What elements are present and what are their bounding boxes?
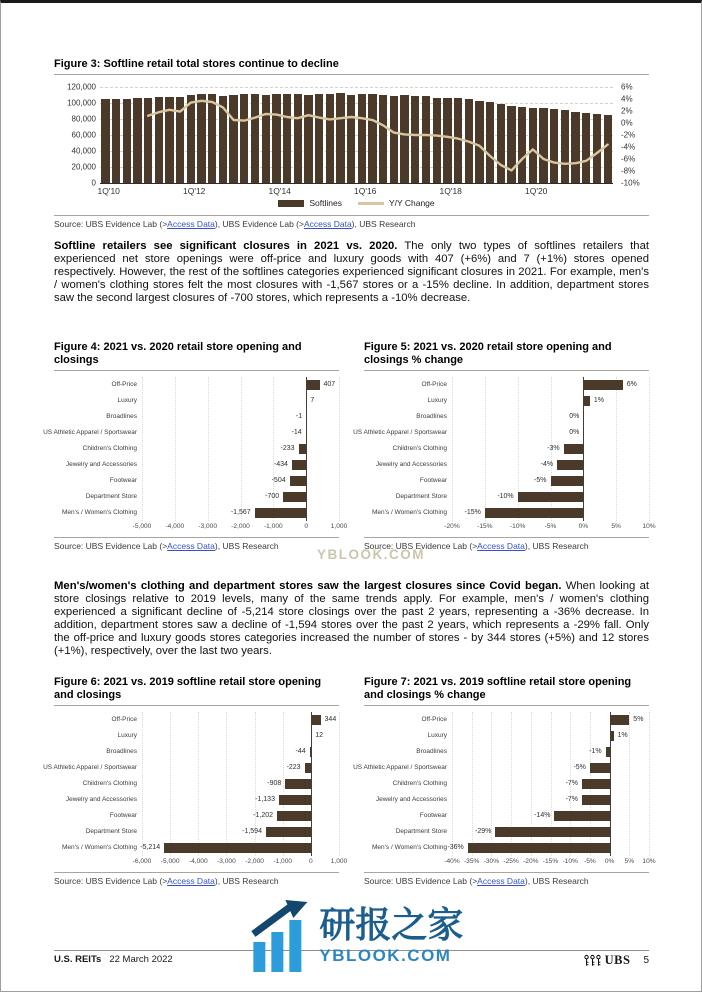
- gridline: [226, 712, 227, 856]
- access-data-link[interactable]: Access Data: [303, 219, 352, 229]
- x-axis-tick-label: -6,000: [132, 858, 152, 865]
- category-label: Children's Clothing: [82, 779, 137, 787]
- x-axis-tick-label: 10%: [642, 858, 656, 865]
- axis-spacer: [364, 856, 452, 867]
- gridline: [629, 712, 630, 856]
- figure-4-section: [43, 341, 348, 551]
- left-axis-tick-label: 120,000: [67, 82, 96, 92]
- access-data-link[interactable]: Access Data: [167, 876, 215, 886]
- figure-6-chart: [43, 712, 348, 867]
- data-bar: [583, 396, 590, 406]
- divider: [364, 872, 649, 873]
- data-bar: [583, 380, 622, 390]
- category-label: Footwear: [109, 811, 137, 819]
- x-axis: [444, 856, 656, 867]
- category-label: Jewelry and Accessories: [65, 460, 137, 468]
- category-label: Men's / Women's Clothing: [62, 508, 137, 516]
- x-axis-tick-label: -40%: [444, 858, 460, 865]
- value-label: 0%: [569, 429, 580, 436]
- right-axis-tick-label: 0%: [621, 118, 633, 128]
- value-label: -223: [286, 764, 301, 771]
- right-axis-tick-label: 4%: [621, 94, 633, 104]
- x-axis-tick-label: -3,000: [198, 523, 218, 530]
- data-bar: [495, 827, 609, 837]
- category-label: Department Store: [85, 827, 137, 835]
- data-bar: [590, 763, 610, 773]
- x-axis-tick-label: -10%: [562, 858, 578, 865]
- hbar-plot: [447, 712, 649, 856]
- hbar-plot: [452, 377, 649, 521]
- x-axis-tick-label: 0%: [578, 523, 589, 530]
- right-axis-tick-label: -6%: [621, 154, 636, 164]
- x-axis-tick-label: 1Q'12: [182, 186, 206, 196]
- x-axis-tick-label: -20%: [444, 523, 460, 530]
- watermark-site: YBLOOK.COM: [319, 946, 452, 966]
- divider: [54, 537, 339, 538]
- value-label: -233: [280, 445, 295, 452]
- value-label: 1%: [617, 732, 628, 739]
- gridline: [452, 712, 453, 856]
- x-axis-tick-label: 1Q'18: [439, 186, 462, 196]
- category-label: Men's / Women's Clothing: [62, 843, 137, 851]
- gridline: [198, 712, 199, 856]
- category-label: Department Store: [395, 492, 447, 500]
- gridline: [339, 712, 340, 856]
- hbar-axis-row: [364, 856, 656, 867]
- left-axis-tick-label: 20,000: [71, 162, 96, 172]
- yoy-change-line: [100, 87, 613, 183]
- x-axis-tick-label: -20%: [523, 858, 539, 865]
- data-bar: [610, 731, 614, 741]
- right-axis-tick-label: 6%: [621, 82, 633, 92]
- divider: [54, 705, 339, 706]
- category-label: Jewelry and Accessories: [65, 795, 137, 803]
- gridline: [175, 377, 176, 521]
- gridline: [649, 712, 650, 856]
- hbar-axis-row: [364, 521, 656, 532]
- value-label: 5%: [633, 716, 644, 723]
- legend-label: Softlines: [309, 198, 342, 208]
- access-data-link[interactable]: Access Data: [477, 541, 525, 551]
- figure-5-title: Figure 5: 2021 vs. 2020 retail store opening and closings % change: [364, 341, 612, 366]
- source-text: Source: UBS Evidence Lab (>: [364, 876, 478, 886]
- paragraph-1-body: The only two types of softlines retailers that experienced net store openings were off-price and luxury goods with 407 (+6%) and 7 (+1%) stores opened respectively. However, the rest of the softlines categories experienced significant closures in 2021. For example, men's / women's clothing stores felt the most closures with -1,567 stores or a -15% decline. In addition, department stores saw the second largest closures of -700 stores, which represents a -10% decrease.: [54, 240, 649, 304]
- x-axis-tick-label: 0: [304, 523, 308, 530]
- category-label: US Athletic Apparel / Sportswear: [353, 428, 447, 436]
- value-label: -4%: [540, 461, 554, 468]
- x-axis: [132, 856, 348, 867]
- divider: [364, 537, 649, 538]
- category-label: Off-Price: [111, 380, 137, 388]
- figure-3-title: Figure 3: Softline retail total stores continue to decline: [54, 58, 339, 70]
- category-label: Department Store: [395, 827, 447, 835]
- data-bar: [306, 380, 319, 390]
- value-label: -14: [291, 429, 302, 436]
- x-axis: [132, 521, 348, 532]
- x-axis-tick-label: 1Q'16: [353, 186, 377, 196]
- report-date: 22 March 2022: [109, 954, 173, 965]
- value-label: -3%: [547, 445, 560, 452]
- x-axis-tick-label: -4,000: [188, 858, 208, 865]
- fig3-legend: [100, 198, 613, 208]
- figure-4-chart: [43, 377, 348, 532]
- data-bar: [266, 827, 311, 837]
- category-label: Luxury: [427, 396, 447, 404]
- value-label: 344: [324, 716, 337, 723]
- source-text: ), UBS Research: [351, 219, 416, 229]
- category-label: Broadlines: [106, 412, 137, 420]
- paragraph-1: [54, 240, 649, 305]
- category-label: Broadlines: [416, 412, 447, 420]
- category-label: Men's / Women's Clothing: [372, 508, 447, 516]
- x-axis-tick-label: -35%: [463, 858, 480, 865]
- ubs-keys-icon: [584, 954, 601, 967]
- line-swatch-icon: [358, 202, 384, 205]
- gridline: [142, 712, 143, 856]
- data-bar: [292, 460, 306, 470]
- x-axis-tick-label: -5%: [584, 858, 596, 865]
- category-label: Luxury: [117, 731, 137, 739]
- value-label: -504: [271, 477, 286, 484]
- data-bar: [164, 843, 311, 853]
- figure-6-title: Figure 6: 2021 vs. 2019 softline retail store opening and closings: [54, 676, 322, 701]
- category-label: Broadlines: [106, 747, 137, 755]
- x-axis-tick-label: -3,000: [217, 858, 236, 865]
- figure-3-source: [54, 219, 649, 229]
- axis-spacer: [54, 856, 142, 867]
- x-axis-tick-label: 1,000: [330, 523, 348, 530]
- figure-5-section: [353, 341, 656, 551]
- data-bar: [582, 795, 610, 805]
- footer-right: [584, 953, 649, 968]
- data-bar: [290, 476, 307, 486]
- access-data-link[interactable]: Access Data: [167, 541, 215, 551]
- category-label: Children's Clothing: [392, 444, 447, 452]
- paragraph-2: [54, 580, 649, 657]
- data-bar: [277, 811, 311, 821]
- watermark-footer: [251, 900, 463, 972]
- data-bar: [299, 444, 307, 454]
- x-axis-tick-label: -10%: [509, 523, 526, 530]
- value-label: -908: [267, 780, 282, 787]
- data-bar: [606, 747, 610, 757]
- hbar-chart-row: [353, 712, 649, 856]
- gridline: [208, 377, 209, 521]
- x-axis-tick-label: -4,000: [165, 523, 185, 530]
- divider: [364, 705, 649, 706]
- x-axis-tick-label: -2,000: [231, 523, 250, 530]
- gridline: [616, 377, 617, 521]
- gridline: [649, 377, 650, 521]
- right-axis-tick-label: -8%: [621, 166, 636, 176]
- figure-7-chart: [353, 712, 656, 867]
- category-label: Footwear: [419, 811, 447, 819]
- ubs-wordmark: UBS: [604, 953, 631, 967]
- hbar-plot: [142, 377, 339, 521]
- data-bar: [311, 715, 321, 725]
- category-label: Men's / Women's Clothing: [372, 843, 447, 851]
- figure-7-section: [353, 676, 656, 886]
- x-axis-tick-label: -25%: [503, 858, 519, 865]
- category-label: Luxury: [117, 396, 137, 404]
- value-label: -1,133: [255, 796, 275, 803]
- paragraph-2-lead: Men's/women's clothing and department stores saw the largest closures since Covid began.: [54, 580, 562, 592]
- data-bar: [283, 492, 306, 502]
- figure-3-section: [54, 58, 649, 229]
- category-label: Off-Price: [111, 715, 137, 723]
- x-axis-tick-label: -2,000: [245, 858, 264, 865]
- report-name: U.S. REITs: [54, 954, 102, 965]
- category-label: US Athletic Apparel / Sportswear: [353, 763, 447, 771]
- x-axis-tick-label: 10%: [642, 523, 656, 530]
- x-axis-tick-label: 1Q'10: [97, 186, 120, 196]
- gridline: [241, 377, 242, 521]
- x-axis-tick-label: -5%: [544, 523, 557, 530]
- value-label: -7%: [565, 796, 579, 803]
- value-label: -7%: [565, 780, 579, 787]
- left-axis-tick-label: 60,000: [71, 130, 96, 140]
- watermark-chinese: 研报之家: [319, 903, 464, 945]
- figure-7-source: [364, 876, 649, 886]
- source-text: ), UBS Research: [214, 876, 279, 886]
- value-label: -1,567: [230, 509, 251, 516]
- fig3-left-axis: [54, 82, 96, 188]
- data-bar: [518, 492, 584, 502]
- data-bar: [468, 843, 610, 853]
- category-labels: [353, 377, 452, 521]
- x-axis: [444, 521, 656, 532]
- hbar-chart-row: [353, 377, 649, 521]
- category-label: Off-Price: [421, 380, 447, 388]
- gridline: [491, 712, 492, 856]
- hbar-axis-row: [54, 856, 348, 867]
- hbar-axis-row: [54, 521, 348, 532]
- data-bar: [285, 779, 311, 789]
- gridline: [339, 377, 340, 521]
- gridline: [472, 712, 473, 856]
- right-axis-tick-label: 2%: [621, 106, 633, 116]
- figure-4-source: [54, 541, 339, 551]
- figure-6-source: [54, 876, 339, 886]
- divider: [54, 370, 339, 371]
- category-label: Jewelry and Accessories: [375, 795, 447, 803]
- category-label: Department Store: [85, 492, 137, 500]
- right-axis-tick-label: -2%: [621, 130, 636, 140]
- fig3-baseline: [100, 183, 613, 184]
- category-label: Footwear: [109, 476, 137, 484]
- gridline: [485, 377, 486, 521]
- legend-label: Y/Y Change: [388, 198, 435, 208]
- x-axis-tick-label: 1Q'14: [268, 186, 291, 196]
- value-label: -434: [273, 461, 288, 468]
- watermark-mid: YBLOOK.COM: [317, 547, 425, 562]
- value-label: 12: [315, 732, 323, 739]
- value-label: -1,202: [253, 812, 274, 819]
- data-bar: [279, 795, 311, 805]
- value-label: 6%: [626, 381, 637, 388]
- x-axis-tick-label: 5%: [624, 858, 635, 865]
- data-bar: [582, 779, 610, 789]
- x-axis-tick-label: -5,000: [132, 523, 152, 530]
- value-label: 407: [323, 381, 336, 388]
- value-label: -5,214: [140, 844, 161, 851]
- value-label: 1%: [593, 397, 605, 404]
- data-bar: [557, 460, 583, 470]
- watermark-text-block: [319, 903, 464, 967]
- page-number: 5: [643, 955, 649, 966]
- source-text: Source: UBS Evidence Lab (>: [364, 541, 478, 551]
- x-axis-tick-label: 0%: [604, 858, 615, 865]
- figure-row-1: [43, 341, 656, 551]
- source-text: ), UBS Evidence Lab (>: [214, 219, 304, 229]
- x-axis-tick-label: -15%: [542, 858, 559, 865]
- value-label: -29%: [474, 828, 492, 835]
- bar-swatch-icon: [278, 200, 304, 207]
- figure-7-title: Figure 7: 2021 vs. 2019 softline retail store opening and closings % change: [364, 676, 632, 701]
- value-label: -700: [265, 493, 280, 500]
- left-axis-tick-label: 80,000: [71, 114, 96, 124]
- x-axis-tick-label: -30%: [483, 858, 500, 865]
- value-label: -5%: [573, 764, 586, 771]
- x-axis-tick-label: 1Q'20: [524, 186, 548, 196]
- category-label: US Athletic Apparel / Sportswear: [43, 763, 137, 771]
- value-label: -1: [295, 413, 303, 420]
- figure-4-title: Figure 4: 2021 vs. 2020 retail store opening and closings: [54, 341, 302, 366]
- footer-left: [54, 954, 173, 965]
- figure-6-section: [43, 676, 348, 886]
- x-axis-tick-label: -5,000: [160, 858, 180, 865]
- fig3-x-axis: [97, 186, 613, 198]
- paragraph-1-lead: Softline retailers see significant closures in 2021 vs. 2020.: [54, 240, 398, 252]
- value-label: -36%: [447, 844, 464, 851]
- legend-item-softlines: [278, 198, 342, 208]
- category-label: Off-Price: [421, 715, 447, 723]
- x-axis-tick-label: 5%: [611, 523, 621, 530]
- left-axis-tick-label: 0: [91, 178, 96, 188]
- x-axis-tick-label: 1,000: [330, 858, 348, 865]
- axis-spacer: [364, 521, 452, 532]
- category-labels: [353, 712, 452, 856]
- data-bar: [554, 811, 609, 821]
- fig3-plot: [100, 87, 613, 183]
- yblook-logo-icon: [251, 900, 309, 972]
- source-text: ), UBS Research: [524, 541, 589, 551]
- x-axis-tick-label: -1,000: [273, 858, 293, 865]
- x-axis-tick-label: -15%: [477, 523, 493, 530]
- source-text: ), UBS Research: [214, 541, 279, 551]
- category-label: Children's Clothing: [392, 779, 447, 787]
- category-label: Footwear: [419, 476, 447, 484]
- data-bar: [305, 763, 311, 773]
- category-label: Jewelry and Accessories: [375, 460, 447, 468]
- divider: [54, 872, 339, 873]
- paragraph-2-body: When looking at store closings relative to 2019 levels, many of the same trends apply. For example, men's / women's clothing experienced a significant decline of -5,214 store closings over the past 2 years, representing a -36% decrease. In addition, department stores saw a decline of -1,594 stores over the past 2 years, which represents a -29% fall. Only the off-price and luxury goods stores categories increased the number of stores - by 344 stores (+5%) and 12 stores (+1%), respectively, over the last two years.: [54, 580, 649, 657]
- value-label: -10%: [497, 493, 514, 500]
- figure-3-chart: [54, 83, 649, 211]
- source-text: Source: UBS Evidence Lab (>: [54, 541, 168, 551]
- category-labels: [43, 712, 142, 856]
- divider: [364, 370, 649, 371]
- value-label: -5%: [534, 477, 547, 484]
- category-label: Broadlines: [416, 747, 447, 755]
- right-axis-tick-label: -10%: [621, 178, 640, 188]
- data-bar: [255, 508, 306, 518]
- data-bar: [551, 476, 584, 486]
- category-labels: [43, 377, 142, 521]
- gridline: [142, 377, 143, 521]
- value-label: -15%: [464, 509, 481, 516]
- hbar-chart-row: [43, 377, 339, 521]
- data-bar: [485, 508, 584, 518]
- value-label: 0%: [569, 413, 580, 420]
- source-text: Source: UBS Evidence Lab (>: [54, 876, 168, 886]
- legend-item-yoy: [358, 198, 435, 208]
- right-axis-tick-label: -4%: [621, 142, 636, 152]
- figure-row-2: [43, 676, 656, 886]
- data-bar: [610, 715, 630, 725]
- divider: [54, 74, 649, 75]
- access-data-link[interactable]: Access Data: [477, 876, 525, 886]
- source-text: Source: UBS Evidence Lab (>: [54, 219, 168, 229]
- hbar-chart-row: [43, 712, 339, 856]
- hbar-plot: [142, 712, 339, 856]
- category-label: Children's Clothing: [82, 444, 137, 452]
- gridline: [452, 377, 453, 521]
- left-axis-tick-label: 100,000: [67, 98, 96, 108]
- value-label: -14%: [534, 812, 551, 819]
- category-label: US Athletic Apparel / Sportswear: [43, 428, 137, 436]
- x-axis-tick-label: -1,000: [263, 523, 283, 530]
- divider: [54, 215, 649, 216]
- value-label: -1,594: [242, 828, 262, 835]
- access-data-link[interactable]: Access Data: [167, 219, 215, 229]
- value-label: -1%: [589, 748, 602, 755]
- left-axis-tick-label: 40,000: [71, 146, 96, 156]
- data-bar: [310, 747, 311, 757]
- figure-5-chart: [353, 377, 656, 532]
- value-label: -44: [295, 748, 306, 755]
- fig3-right-axis: [617, 82, 649, 188]
- source-text: ), UBS Research: [524, 876, 589, 886]
- axis-spacer: [54, 521, 142, 532]
- data-bar: [564, 444, 584, 454]
- category-label: Luxury: [427, 731, 447, 739]
- gridline: [170, 712, 171, 856]
- x-axis-tick-label: 0: [309, 858, 313, 865]
- value-label: 7: [310, 397, 315, 404]
